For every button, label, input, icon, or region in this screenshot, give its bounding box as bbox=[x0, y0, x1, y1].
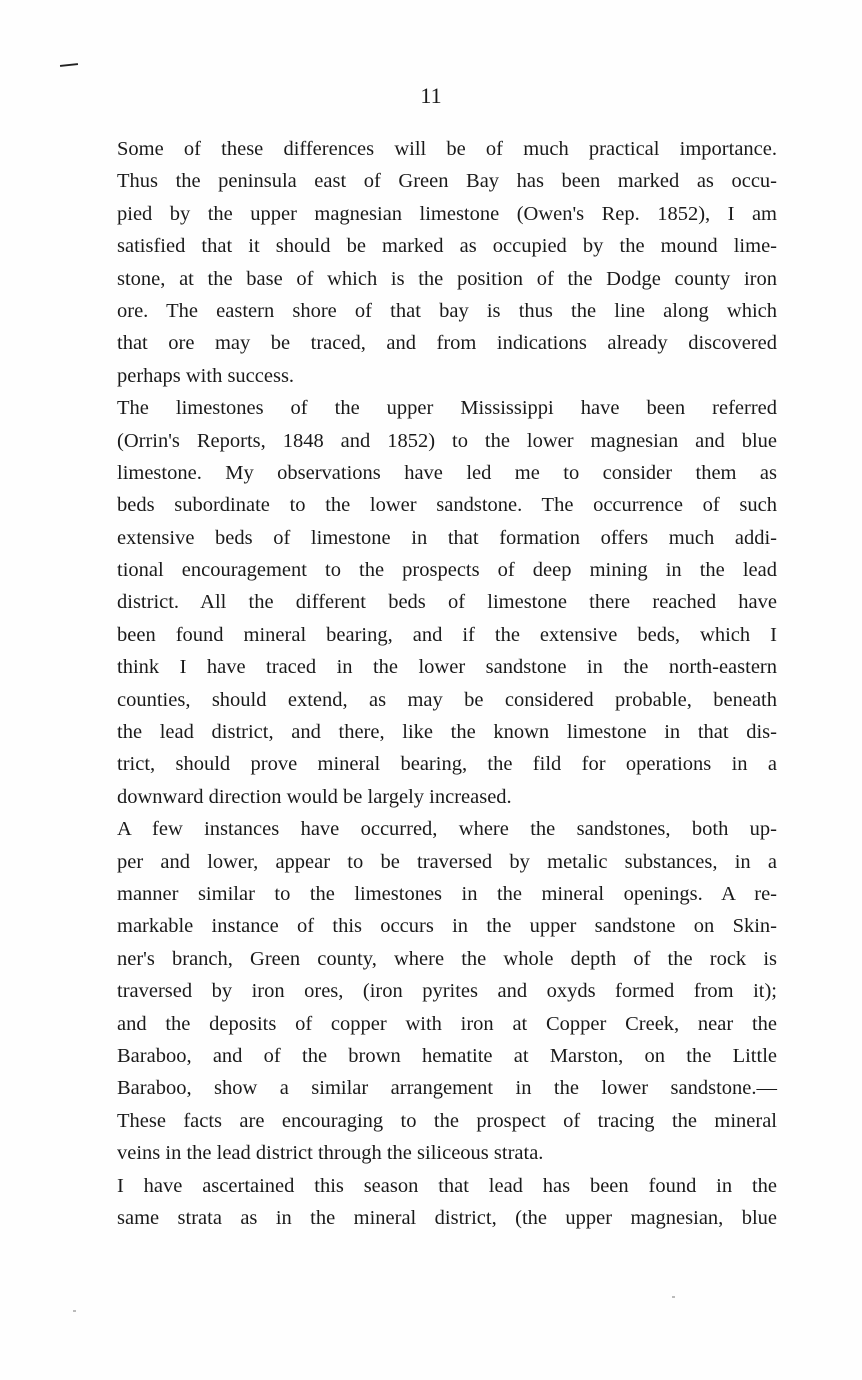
text-line: beds subordinate to the lower sandstone. The occurrence of such bbox=[117, 494, 777, 517]
text-line: satisfied that it should be marked as occupied by the mound lime- bbox=[117, 235, 777, 258]
text-line: Some of these differences will be of much practical importance. bbox=[117, 138, 777, 160]
body-text bbox=[117, 133, 777, 1234]
text-line: that ore may be traced, and from indications already discovered bbox=[117, 332, 777, 355]
text-line: perhaps with success. bbox=[117, 364, 295, 387]
text-line: ore. The eastern shore of that bay is thus the line along which bbox=[117, 299, 777, 322]
margin-mark bbox=[60, 63, 78, 67]
text-line: think I have traced in the lower sandstone in the north-eastern bbox=[117, 656, 777, 679]
text-line: stone, at the base of which is the position of the Dodge county iron bbox=[117, 267, 777, 290]
text-line: extensive beds of limestone in that formation offers much addi- bbox=[117, 526, 777, 549]
page-number: 11 bbox=[420, 83, 442, 108]
text-line: tional encouragement to the prospects of deep mining in the lead bbox=[117, 559, 777, 582]
text-line: A few instances have occurred, where the sandstones, both up- bbox=[117, 818, 777, 841]
text-line: trict, should prove mineral bearing, the fild for operations in a bbox=[117, 753, 777, 776]
text-line: same strata as in the mineral district, (the upper magnesian, blue bbox=[117, 1206, 777, 1229]
text-line: per and lower, appear to be traversed by metalic substances, in a bbox=[117, 850, 777, 873]
text-line: These facts are encouraging to the prospect of tracing the mineral bbox=[117, 1109, 777, 1132]
text-line: ner's branch, Green county, where the whole depth of the rock is bbox=[117, 947, 777, 970]
text-line: been found mineral bearing, and if the extensive beds, which I bbox=[117, 623, 777, 646]
text-line: downward direction would be largely increased. bbox=[117, 785, 512, 808]
text-line: traversed by iron ores, (iron pyrites and oxyds formed from it); bbox=[117, 980, 777, 1003]
text-line: and the deposits of copper with iron at Copper Creek, near the bbox=[117, 1012, 777, 1035]
text-line: Baraboo, show a similar arrangement in the lower sandstone.— bbox=[117, 1077, 777, 1100]
text-line: The limestones of the upper Mississippi have been referred bbox=[117, 397, 777, 420]
paper-speck bbox=[672, 1296, 675, 1298]
text-line: limestone. My observations have led me to consider them as bbox=[117, 461, 777, 484]
paper-speck bbox=[73, 1310, 76, 1312]
text-line: Baraboo, and of the brown hematite at Marston, on the Little bbox=[117, 1044, 777, 1067]
text-line: the lead district, and there, like the known limestone in that dis- bbox=[117, 721, 777, 744]
text-line: counties, should extend, as may be considered probable, beneath bbox=[117, 688, 777, 711]
text-line: pied by the upper magnesian limestone (Owen's Rep. 1852), I am bbox=[117, 202, 777, 225]
text-line: veins in the lead district through the siliceous strata. bbox=[117, 1142, 544, 1165]
text-line: I have ascertained this season that lead has been found in the bbox=[117, 1174, 777, 1197]
text-line: (Orrin's Reports, 1848 and 1852) to the lower magnesian and blue bbox=[117, 429, 777, 452]
text-line: markable instance of this occurs in the upper sandstone on Skin- bbox=[117, 915, 777, 938]
text-line: manner similar to the limestones in the mineral openings. A re- bbox=[117, 882, 777, 905]
text-line: Thus the peninsula east of Green Bay has been marked as occu- bbox=[117, 170, 777, 193]
text-line: district. All the different beds of limestone there reached have bbox=[117, 591, 777, 614]
